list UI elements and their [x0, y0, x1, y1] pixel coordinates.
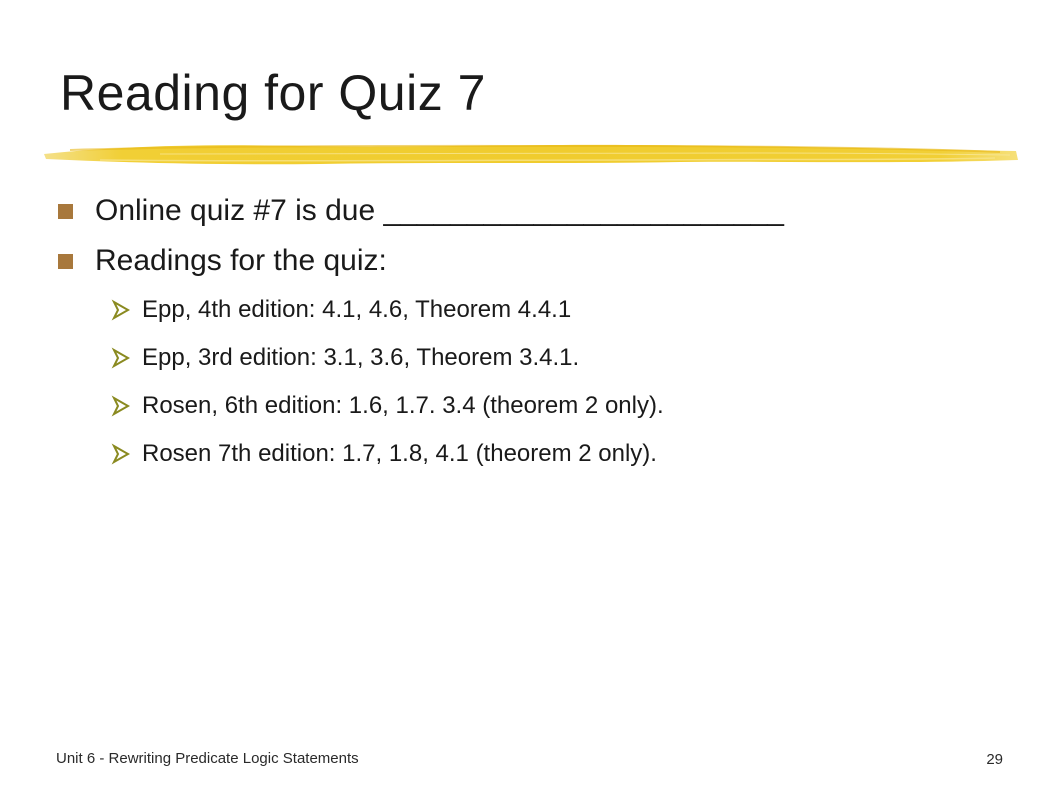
- slide-footer: Unit 6 - Rewriting Predicate Logic Statements: [56, 750, 359, 767]
- square-bullet-icon: [58, 254, 73, 269]
- sub-bullet-text: Rosen, 6th edition: 1.6, 1.7. 3.4 (theorem 2 only).: [142, 392, 664, 419]
- arrowhead-bullet-icon: [110, 443, 132, 465]
- square-bullet-icon: [58, 204, 73, 219]
- slide-page-number: 29: [986, 751, 1003, 768]
- list-item: [58, 236, 1018, 286]
- bullet-text: Readings for the quiz:: [95, 244, 387, 277]
- sub-list-item: [58, 334, 1018, 382]
- sub-list-item: [58, 430, 1018, 478]
- sub-bullet-text: Epp, 4th edition: 4.1, 4.6, Theorem 4.4.1: [142, 296, 572, 323]
- bullet-text: Online quiz #7 is due ________________________: [95, 194, 784, 227]
- arrowhead-bullet-icon: [110, 395, 132, 417]
- sub-bullet-text: Rosen 7th edition: 1.7, 1.8, 4.1 (theorem 2 only).: [142, 440, 657, 467]
- sub-bullet-text: Epp, 3rd edition: 3.1, 3.6, Theorem 3.4.1.: [142, 344, 580, 371]
- title-brush-stroke: [40, 134, 1020, 178]
- arrowhead-bullet-icon: [110, 347, 132, 369]
- list-item: [58, 186, 1018, 236]
- sub-list-item: [58, 382, 1018, 430]
- arrowhead-bullet-icon: [110, 299, 132, 321]
- slide-content: [58, 186, 1018, 478]
- sub-list-item: [58, 286, 1018, 334]
- slide-title: Reading for Quiz 7: [60, 65, 486, 121]
